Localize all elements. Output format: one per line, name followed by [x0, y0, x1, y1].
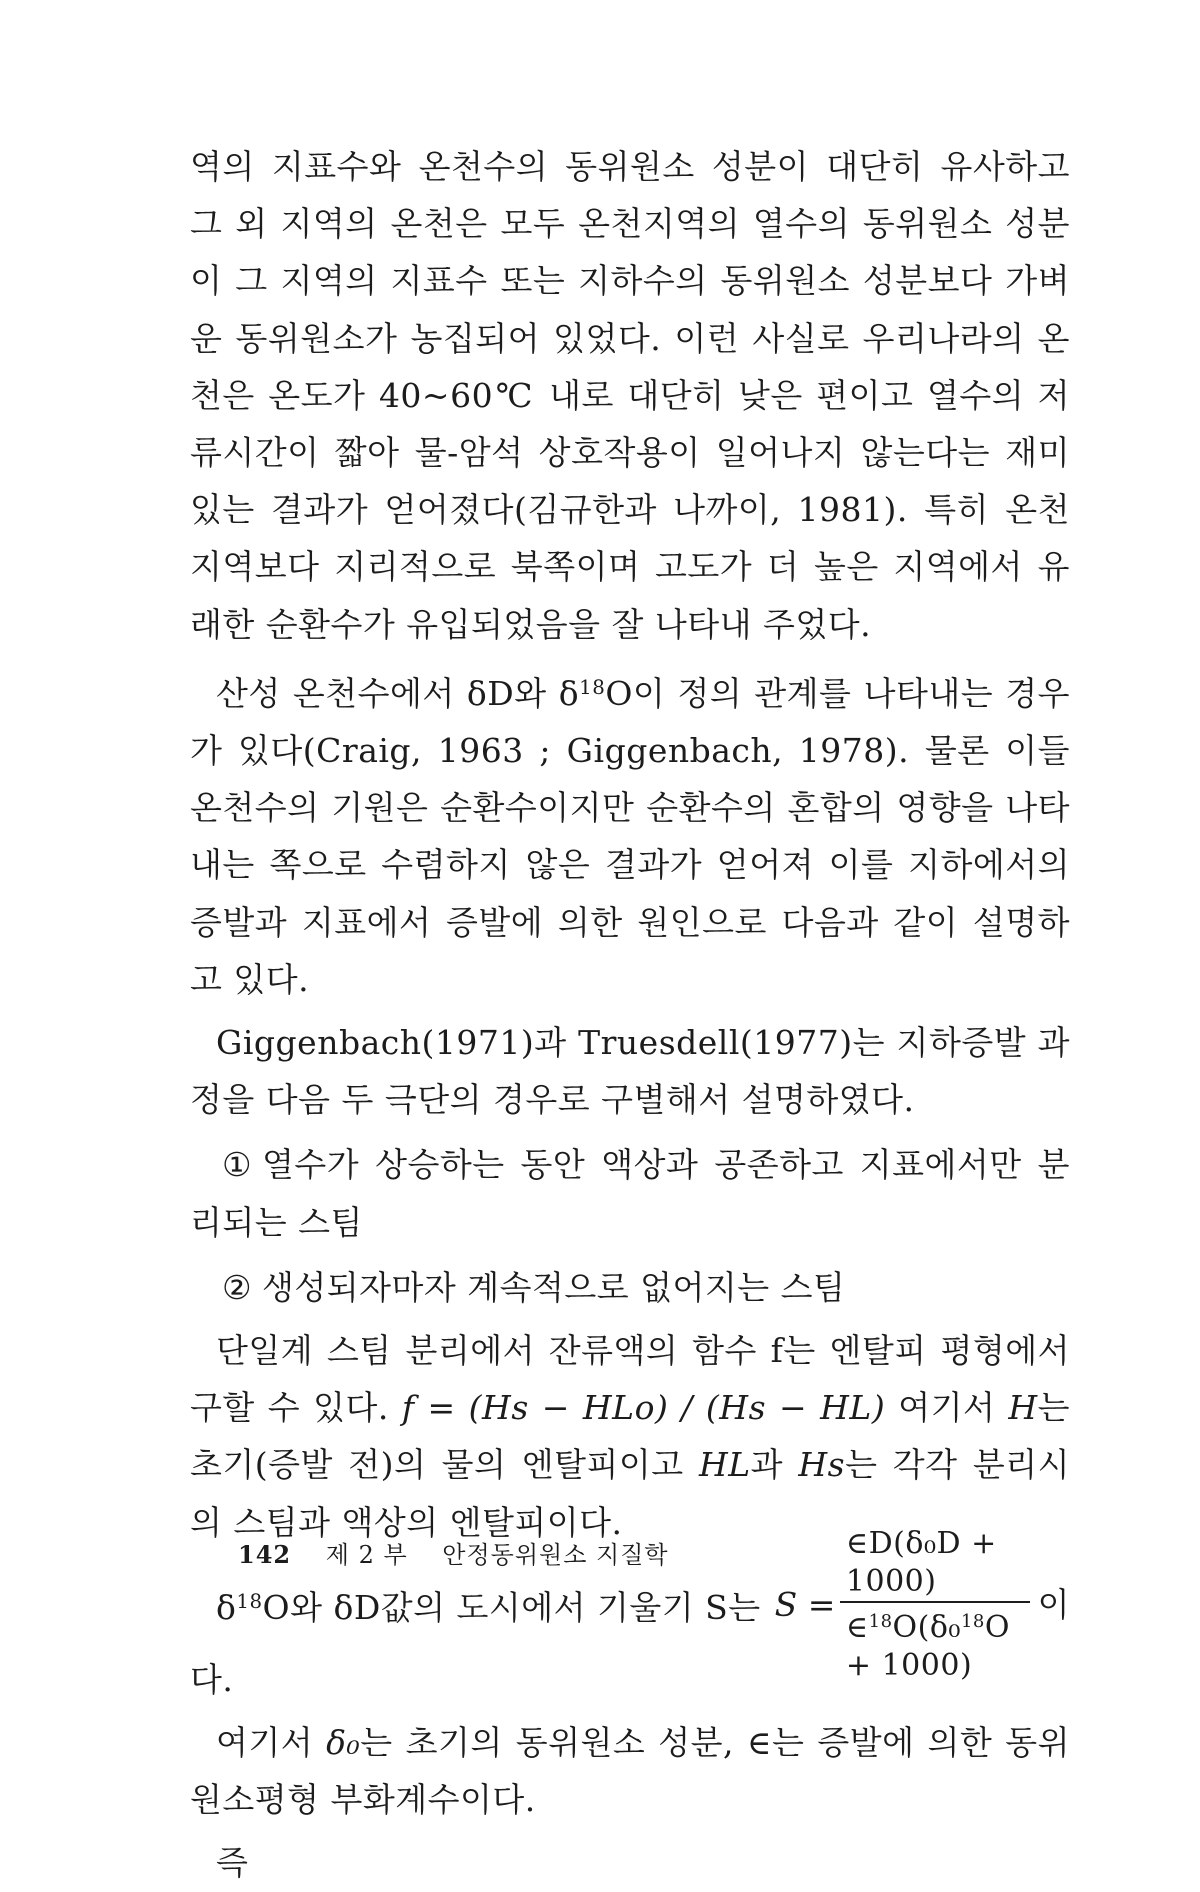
paragraph-6-text: 즉: [216, 1843, 249, 1883]
paragraph-2-text-b: O이 정의 관계를 나타내는 경우가 있다(Craig, 1963 ; Giggenbach, 1978). 물론 이들 온천수의 기원은 순환수이지만 순환수의 혼합의 영향을 나타내는 쪽으로 수렴하지 않은 결과가 얻어져 이를 지하에서의 증발과 지표에서 증발에 의한 원인으로 다음과 같이 설명하고 있다.: [190, 673, 1071, 999]
paragraph-5: [190, 1714, 1070, 1828]
paragraph-2-text-a: 산성 온천수에서 δD와 δ: [216, 673, 580, 713]
part-title: 안정동위원소 지질학: [442, 1541, 669, 1569]
formula-lead-sup: 18: [236, 1590, 263, 1614]
paragraph-4-text-c: 는 초기(증발 전)의 물의 엔탈피이고: [190, 1388, 1070, 1485]
list-item-2: [190, 1259, 1070, 1316]
symbol-Hs: Hs: [798, 1445, 846, 1485]
enthalpy-fraction-formula: f = (Hs − HLo) / (Hs − HL): [401, 1388, 886, 1428]
superscript-18: 18: [579, 675, 606, 699]
den-c: O + 1000): [845, 1609, 1010, 1683]
paragraph-1-text: 역의 지표수와 온천수의 동위원소 성분이 대단히 유사하고 그 외 지역의 온천은 모두 온천지역의 열수의 동위원소 성분이 그 지역의 지표수 또는 지하수의 동위원소 성분보다 가벼운 동위원소가 농집되어 있었다. 이런 사실로 우리나라의 온천은 온도가 40~60℃ 내로 대단히 낮은 편이고 열수의 저류시간이 짧아 물-암석 상호작용이 일어나지 않는다는 재미있는 결과가 얻어졌다(김규한과 나까이, 1981). 특히 온천지역보다 지리적으로 북쪽이며 고도가 더 높은 지역에서 유래한 순환수가 유입되었음을 잘 나타내 주었다.: [190, 147, 1071, 644]
paragraph-5-text-b: 는 초기의 동위원소 성분, ∈는 증발에 의한 동위원소평형 부화계수이다.: [190, 1722, 1070, 1820]
paragraph-1: [190, 138, 1070, 653]
list-item-1-text: 열수가 상승하는 동안 액상과 공존하고 지표에서만 분리되는 스팀: [190, 1145, 1070, 1242]
page-number: 142: [238, 1540, 292, 1569]
formula-symbol-S: S: [774, 1585, 798, 1625]
fraction-denominator: [840, 1603, 1030, 1685]
page-footer: [238, 1535, 669, 1570]
body-text: [190, 138, 1070, 1892]
list-item-1: [190, 1136, 1070, 1250]
paragraph-4-text-e: 는 각각 분리시의 스팀과 액상의 엔탈피이다.: [190, 1445, 1070, 1542]
paragraph-4-text-b: 여기서: [885, 1388, 1009, 1428]
symbol-delta-zero: δ₀: [326, 1722, 361, 1762]
formula-tail: 이: [1037, 1585, 1070, 1625]
formula-lead-a: δ: [216, 1588, 237, 1628]
part-label: 제 2 부: [325, 1541, 408, 1569]
formula-lead-b: O와 δD값의 도시에서 기울기 S는: [262, 1588, 761, 1628]
formula-equals: =: [807, 1585, 836, 1625]
paragraph-2: [190, 659, 1070, 1008]
paragraph-3: [190, 1014, 1070, 1128]
paragraph-4: [190, 1322, 1070, 1551]
den-b: O(δ₀: [892, 1609, 961, 1645]
list-marker-1: ①: [222, 1145, 253, 1185]
list-marker-2: ②: [222, 1267, 253, 1307]
slope-fraction: [840, 1525, 1030, 1685]
paragraph-4-text-d: 과: [750, 1445, 799, 1485]
paragraph-4-text-a: 단일계 스팀 분리에서 잔류액의 함수 f는 엔탈피 평형에서 구할 수 있다.: [190, 1330, 1070, 1428]
list-item-2-text: 생성되자마자 계속적으로 없어지는 스팀: [262, 1267, 846, 1307]
paragraph-5-text-a: 여기서: [216, 1722, 327, 1762]
formula-lead: [216, 1573, 761, 1636]
symbol-H: H: [1008, 1388, 1038, 1428]
den-a: ∈: [845, 1609, 869, 1645]
after-formula-text: 다.: [190, 1659, 234, 1699]
paragraph-3-text: Giggenbach(1971)과 Truesdell(1977)는 지하증발 과정을 다음 두 극단의 경우로 구별해서 설명하였다.: [190, 1022, 1070, 1120]
fraction-numerator: ∈D(δ₀D + 1000): [840, 1525, 1030, 1603]
paragraph-6: [190, 1834, 1070, 1891]
den-sup2: 18: [960, 1610, 985, 1632]
den-sup1: 18: [868, 1610, 893, 1632]
symbol-HL: HL: [698, 1445, 751, 1485]
